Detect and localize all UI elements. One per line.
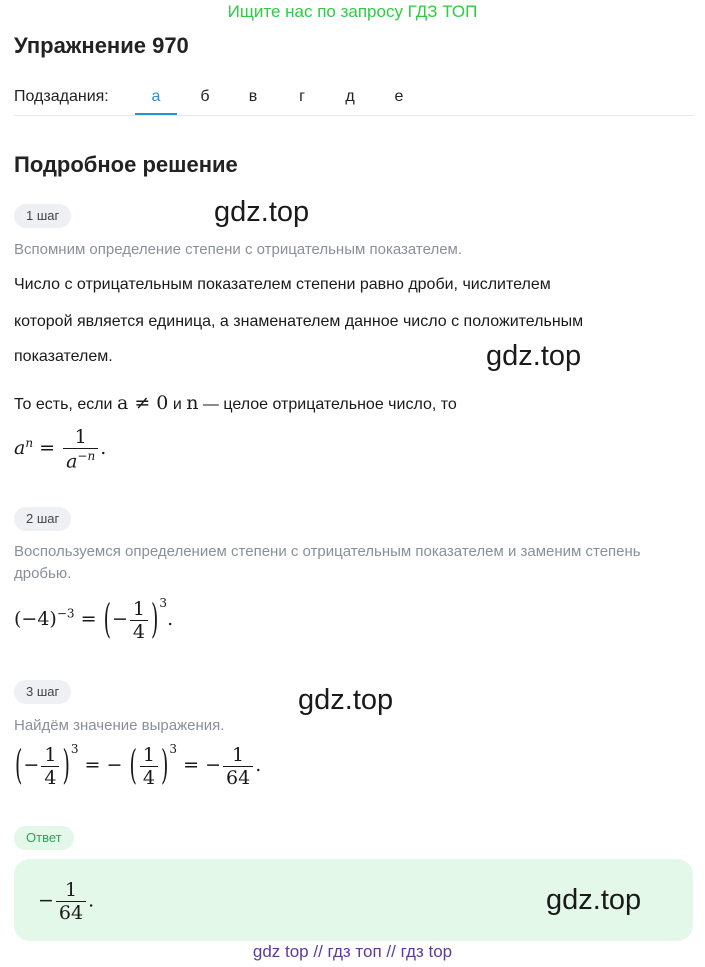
tab-v[interactable]: в [248,88,258,105]
tab-g[interactable]: г [299,88,305,105]
subtasks-nav [14,86,694,116]
fraction-denominator: 4 [140,766,158,789]
footer-link-1[interactable]: gdz top [252,942,309,961]
right-paren: ) [161,742,169,790]
answer-badge: Ответ [14,826,74,850]
period: . [167,608,174,630]
period: . [100,437,107,460]
variable-n: n [186,392,199,414]
minus-sign: − [23,754,40,776]
step-2-hint: Воспользуемся определением степени с отрицательным показателем и заменим степень дробью. [14,543,641,582]
active-tab-indicator [135,113,177,115]
footer-separator: // [313,942,323,961]
formula-exp: 3 [70,742,79,756]
subtasks-label: Подзадания: [14,88,109,105]
period: . [88,889,95,912]
minus-sign: − [106,754,123,776]
left-paren: ( [103,596,111,644]
fraction-numerator: 1 [44,743,57,766]
footer-links [0,942,705,962]
formula-exp: 3 [169,742,178,756]
watermark: gdz.top [214,196,310,228]
watermark: gdz.top [298,684,394,716]
minus-sign: − [205,754,221,776]
tab-a[interactable]: а [151,88,161,105]
fraction-denominator: 64 [56,901,86,924]
step-3-formula [14,742,261,789]
watermark: gdz.top [486,340,582,372]
fraction-denominator: $a^{-n}$ [63,448,98,472]
step-3-hint: Найдём значение выражения. [14,717,225,734]
formula-exp: n [25,435,34,450]
answer-formula [38,879,94,924]
fraction-denominator: 4 [41,766,59,789]
fraction-numerator: 1 [74,426,87,448]
fraction [56,879,86,924]
tab-d[interactable]: д [345,88,355,105]
fraction [223,744,253,789]
step-1-badge: 1 шаг [14,204,71,228]
condition-a-not-zero: a ≠ 0 [116,392,169,414]
fraction-numerator: 1 [142,743,155,766]
tab-e[interactable]: е [394,88,404,105]
footer-link-2[interactable]: гдз топ [327,942,382,961]
top-banner: Ищите нас по запросу ГДЗ ТОП [227,2,478,21]
minus-sign: − [111,608,128,630]
equals-sign: = [84,754,101,776]
fraction [63,426,98,472]
page-title: Упражнение 970 [14,33,189,58]
step-2-badge: 2 шаг [14,507,71,531]
right-paren: ) [62,742,70,790]
step-1-sentence [14,392,694,414]
formula-exp: −3 [56,606,75,621]
equals-sign: = [39,437,56,460]
step-1-line-1: Число с отрицательным показателем степени равно дроби, числителем [14,276,551,293]
sentence-prefix: То есть, если [14,396,113,413]
formula-base: (−4) [14,608,57,630]
step-1-line-2: которой является единица, а знаменателем данное число с положительным [14,313,584,330]
minus-sign: − [38,889,54,912]
fraction-denominator: 4 [130,620,148,643]
step-1-line-3: показателем. [14,348,113,365]
step-1-formula [14,426,106,472]
sentence-and: и [172,396,182,413]
equals-sign: = [80,608,97,630]
formula-base: a [14,437,26,460]
fraction [130,598,148,643]
footer-link-3[interactable]: гдз top [400,942,453,961]
fraction-numerator: 1 [64,879,78,901]
watermark: gdz.top [546,884,642,916]
formula-exp: 3 [159,596,168,610]
fraction-denominator: 64 [223,766,253,789]
sentence-suffix: — целое отрицательное число, то [202,396,457,413]
step-3-badge: 3 шаг [14,680,71,704]
step-2-formula [14,596,173,643]
footer-separator: // [386,942,396,961]
section-title: Подробное решение [14,152,238,177]
left-paren: ( [15,742,23,790]
equals-sign: = [183,754,200,776]
period: . [255,754,262,776]
fraction-numerator: 1 [132,597,145,620]
fraction [140,744,158,789]
fraction [41,744,59,789]
left-paren: ( [129,742,137,790]
step-1-hint: Вспомним определение степени с отрицательным показателем. [14,241,463,258]
tab-b[interactable]: б [200,88,210,105]
fraction-numerator: 1 [232,743,245,766]
right-paren: ) [151,596,159,644]
